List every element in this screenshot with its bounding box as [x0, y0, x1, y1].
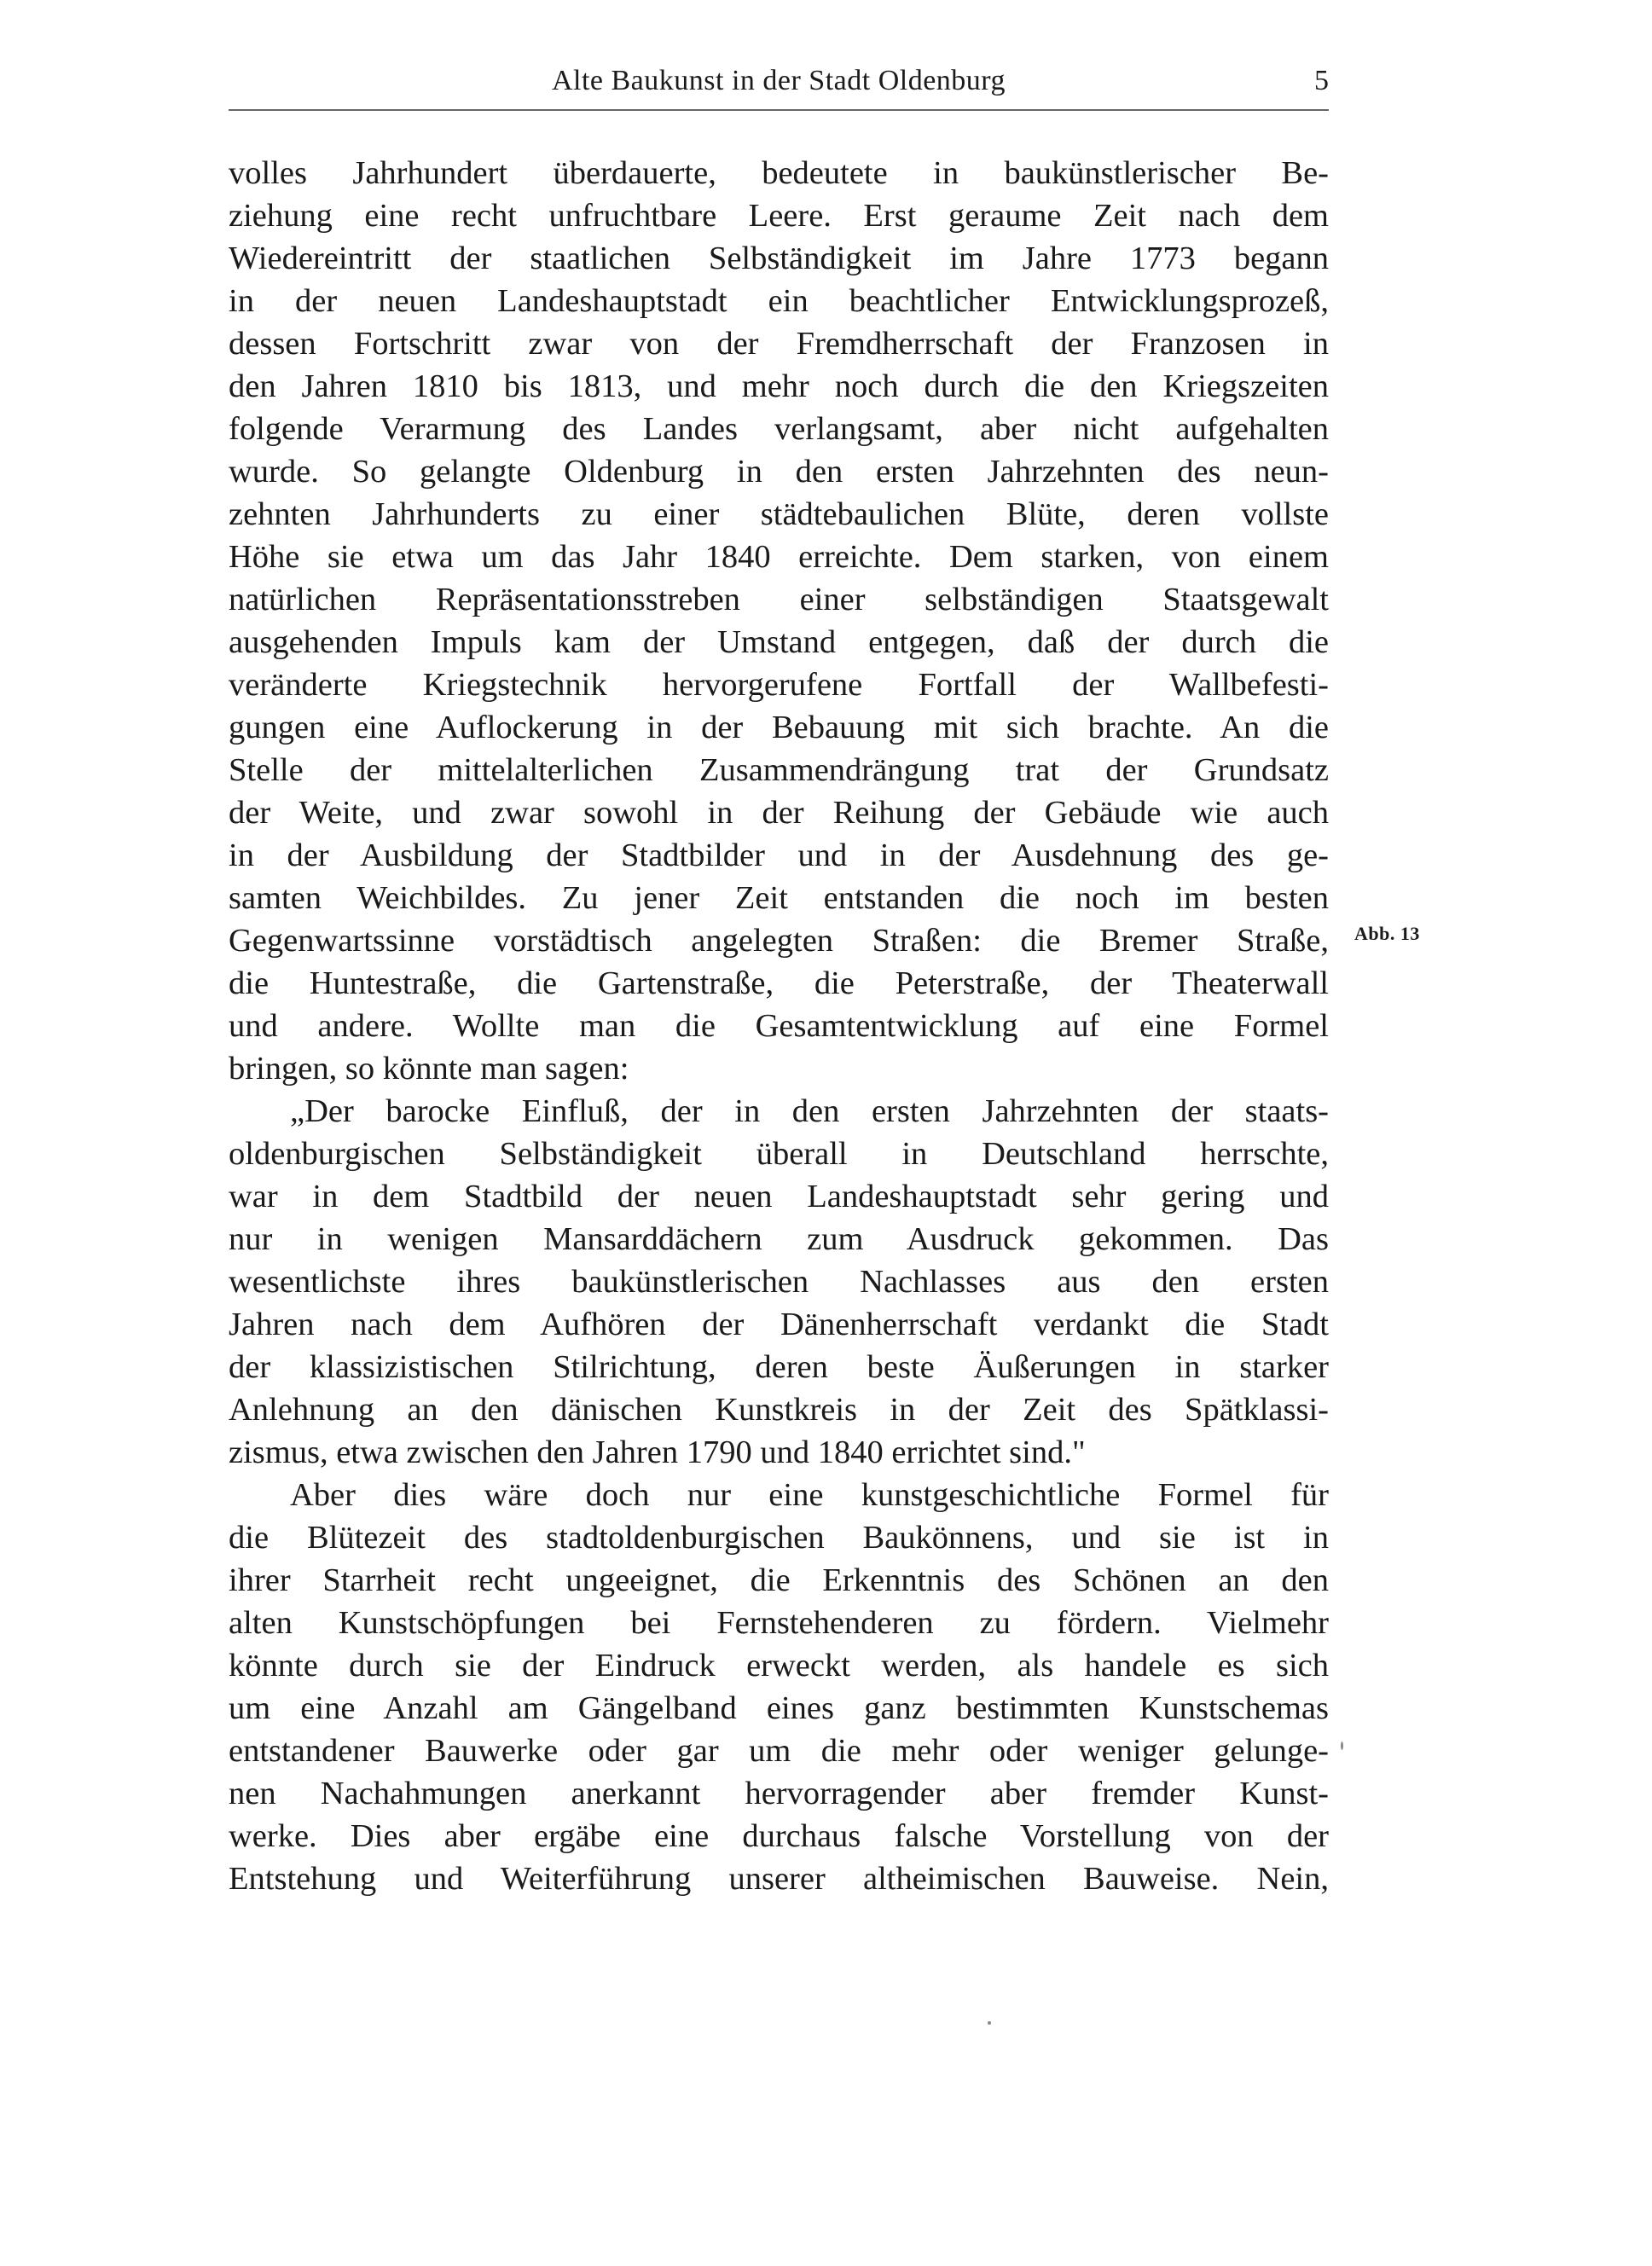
- text-line: veränderte Kriegstechnik hervorgerufene Fortfall der Wallbefesti-: [229, 667, 1329, 703]
- text-line: Höhe sie etwa um das Jahr 1840 erreichte. Dem starken, von einem: [229, 539, 1329, 575]
- text-line: bringen, so könnte man sagen:: [229, 1051, 629, 1087]
- text-line: zehnten Jahrhunderts zu einer städtebaulichen Blüte, deren vollste: [229, 496, 1329, 532]
- text-line: in der Ausbildung der Stadtbilder und in der Ausdehnung des ge-: [229, 837, 1329, 873]
- text-line: alten Kunstschöpfungen bei Fernstehenderen zu fördern. Vielmehr: [229, 1605, 1329, 1641]
- page-number: 5: [1314, 65, 1329, 96]
- text-line: nen Nachahmungen anerkannt hervorragender aber fremder Kunst-: [229, 1776, 1329, 1811]
- text-line: in der neuen Landeshauptstadt ein beachtlicher Entwicklungsprozeß,: [229, 283, 1329, 319]
- text-line: dessen Fortschritt zwar von der Fremdherrschaft der Franzosen in: [229, 326, 1329, 362]
- text-line: ausgehenden Impuls kam der Umstand entgegen, daß der durch die: [229, 624, 1329, 660]
- text-line: samten Weichbildes. Zu jener Zeit entstanden die noch im besten: [229, 880, 1329, 916]
- figure-reference-note: Abb. 13: [1354, 923, 1420, 944]
- text-line: die Blütezeit des stadtoldenburgischen Baukönnens, und sie ist in: [229, 1520, 1329, 1556]
- quote-line: „Der barocke Einfluß, der in den ersten Jahrzehnten der staats-: [290, 1093, 1329, 1129]
- text-line: werke. Dies aber ergäbe eine durchaus falsche Vorstellung von der: [229, 1818, 1329, 1854]
- text-line: Wiedereintritt der staatlichen Selbständigkeit im Jahre 1773 begann: [229, 241, 1329, 276]
- quote-line: war in dem Stadtbild der neuen Landeshauptstadt sehr gering und: [229, 1179, 1329, 1214]
- quote-line: zismus, etwa zwischen den Jahren 1790 und 1840 errichtet sind.": [229, 1434, 1086, 1470]
- text-line: wurde. So gelangte Oldenburg in den ersten Jahrzehnten des neun-: [229, 454, 1329, 490]
- quote-line: nur in wenigen Mansarddächern zum Ausdruck gekommen. Das: [229, 1221, 1329, 1257]
- text-line: der Weite, und zwar sowohl in der Reihung der Gebäude wie auch: [229, 795, 1329, 831]
- text-line: natürlichen Repräsentationsstreben einer selbständigen Staatsgewalt: [229, 582, 1329, 617]
- running-head: [229, 65, 1329, 114]
- text-line: folgende Verarmung des Landes verlangsamt, aber nicht aufgehalten: [229, 411, 1329, 447]
- text-line: Stelle der mittelalterlichen Zusammendrängung trat der Grundsatz: [229, 752, 1329, 788]
- scan-speck: [1341, 1742, 1343, 1750]
- text-line: und andere. Wollte man die Gesamtentwicklung auf eine Formel: [229, 1008, 1329, 1044]
- text-line: um eine Anzahl am Gängelband eines ganz bestimmten Kunstschemas: [229, 1690, 1329, 1726]
- header-rule: [229, 109, 1329, 111]
- scan-speck: [988, 2021, 991, 2025]
- quote-line: Jahren nach dem Aufhören der Dänenherrschaft verdankt die Stadt: [229, 1307, 1329, 1342]
- quote-line: Anlehnung an den dänischen Kunstkreis in der Zeit des Spätklassi-: [229, 1392, 1329, 1428]
- text-line: volles Jahrhundert überdauerte, bedeutete in baukünstlerischer Be-: [229, 155, 1329, 191]
- running-title: Alte Baukunst in der Stadt Oldenburg: [551, 65, 1006, 96]
- text-line: entstandener Bauwerke oder gar um die mehr oder weniger gelunge-: [229, 1733, 1329, 1769]
- text-line: gungen eine Auflockerung in der Bebauung mit sich brachte. An die: [229, 710, 1329, 745]
- text-line: Aber dies wäre doch nur eine kunstgeschichtliche Formel für: [290, 1477, 1329, 1513]
- text-line: den Jahren 1810 bis 1813, und mehr noch durch die den Kriegszeiten: [229, 368, 1329, 404]
- quote-line: oldenburgischen Selbständigkeit überall in Deutschland herrschte,: [229, 1136, 1329, 1172]
- text-line: Entstehung und Weiterführung unserer altheimischen Bauweise. Nein,: [229, 1861, 1329, 1897]
- quote-line: der klassizistischen Stilrichtung, deren beste Äußerungen in starker: [229, 1349, 1329, 1385]
- body-text: [229, 152, 1329, 1900]
- text-line: Gegenwartssinne vorstädtisch angelegten Straßen: die Bremer Straße,: [229, 923, 1329, 959]
- text-line: ziehung eine recht unfruchtbare Leere. Erst geraume Zeit nach dem: [229, 198, 1329, 234]
- text-line: könnte durch sie der Eindruck erweckt werden, als handele es sich: [229, 1648, 1329, 1684]
- text-line: ihrer Starrheit recht ungeeignet, die Erkenntnis des Schönen an den: [229, 1562, 1329, 1598]
- text-line: die Huntestraße, die Gartenstraße, die Peterstraße, der Theaterwall: [229, 965, 1329, 1001]
- quote-line: wesentlichste ihres baukünstlerischen Nachlasses aus den ersten: [229, 1264, 1329, 1300]
